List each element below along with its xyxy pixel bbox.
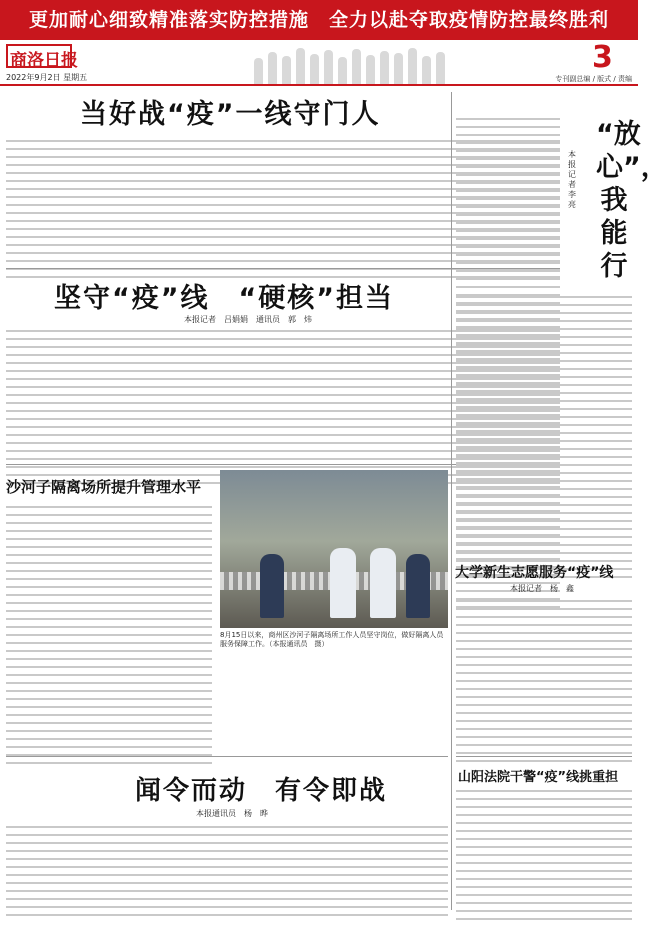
- crowd-illustration: [250, 44, 460, 84]
- column-body-2: [456, 296, 632, 584]
- masthead-rule: [0, 84, 638, 86]
- headline-article-3: 沙河子隔离场所提升管理水平: [6, 478, 202, 496]
- top-banner: 更加耐心细致精准落实防控措施 全力以赴夺取疫情防控最终胜利: [0, 0, 638, 40]
- issue-date: 2022年9月2日 星期五: [6, 73, 88, 82]
- article-4-body: [456, 600, 632, 768]
- divider: [6, 756, 448, 757]
- photo-caption: 8月15日以来，商州区沙河子隔离场所工作人员坚守岗位，做好隔离人员服务保障工作。（本报通讯员 摄）: [220, 631, 444, 648]
- column-title: “放心”，我能行: [596, 119, 668, 282]
- article-2-byline: 本报记者 吕娟娟 通讯员 郭 炜: [184, 315, 312, 324]
- headline-article-2: 坚守“疫”线 “硬核”担当: [54, 283, 394, 314]
- edition-info: 专刊副总编 / 版式 / 责编: [555, 75, 632, 83]
- page-number: 3: [592, 40, 613, 75]
- headline-article-1: 当好战“疫”一线守门人: [80, 99, 381, 130]
- column-divider: [451, 92, 452, 910]
- newspaper-logo: 商洛日报: [10, 51, 78, 71]
- article-5-byline: 本报通讯员 杨 晔: [196, 809, 268, 818]
- article-5-body: [6, 826, 448, 922]
- column-byline: 本报记者 李 亮: [568, 150, 584, 209]
- divider: [456, 756, 632, 757]
- headline-article-5: 闻令而动 有令即战: [135, 776, 388, 806]
- headline-article-6: 山阳法院干警“疫”线挑重担: [458, 770, 619, 785]
- article-6-body: [456, 790, 632, 926]
- article-3-body: [6, 506, 212, 770]
- article-4-byline: 本报记者 杨 鑫: [510, 584, 574, 593]
- news-photo: [220, 470, 448, 628]
- headline-article-4: 大学新生志愿服务“疫”线: [455, 565, 614, 581]
